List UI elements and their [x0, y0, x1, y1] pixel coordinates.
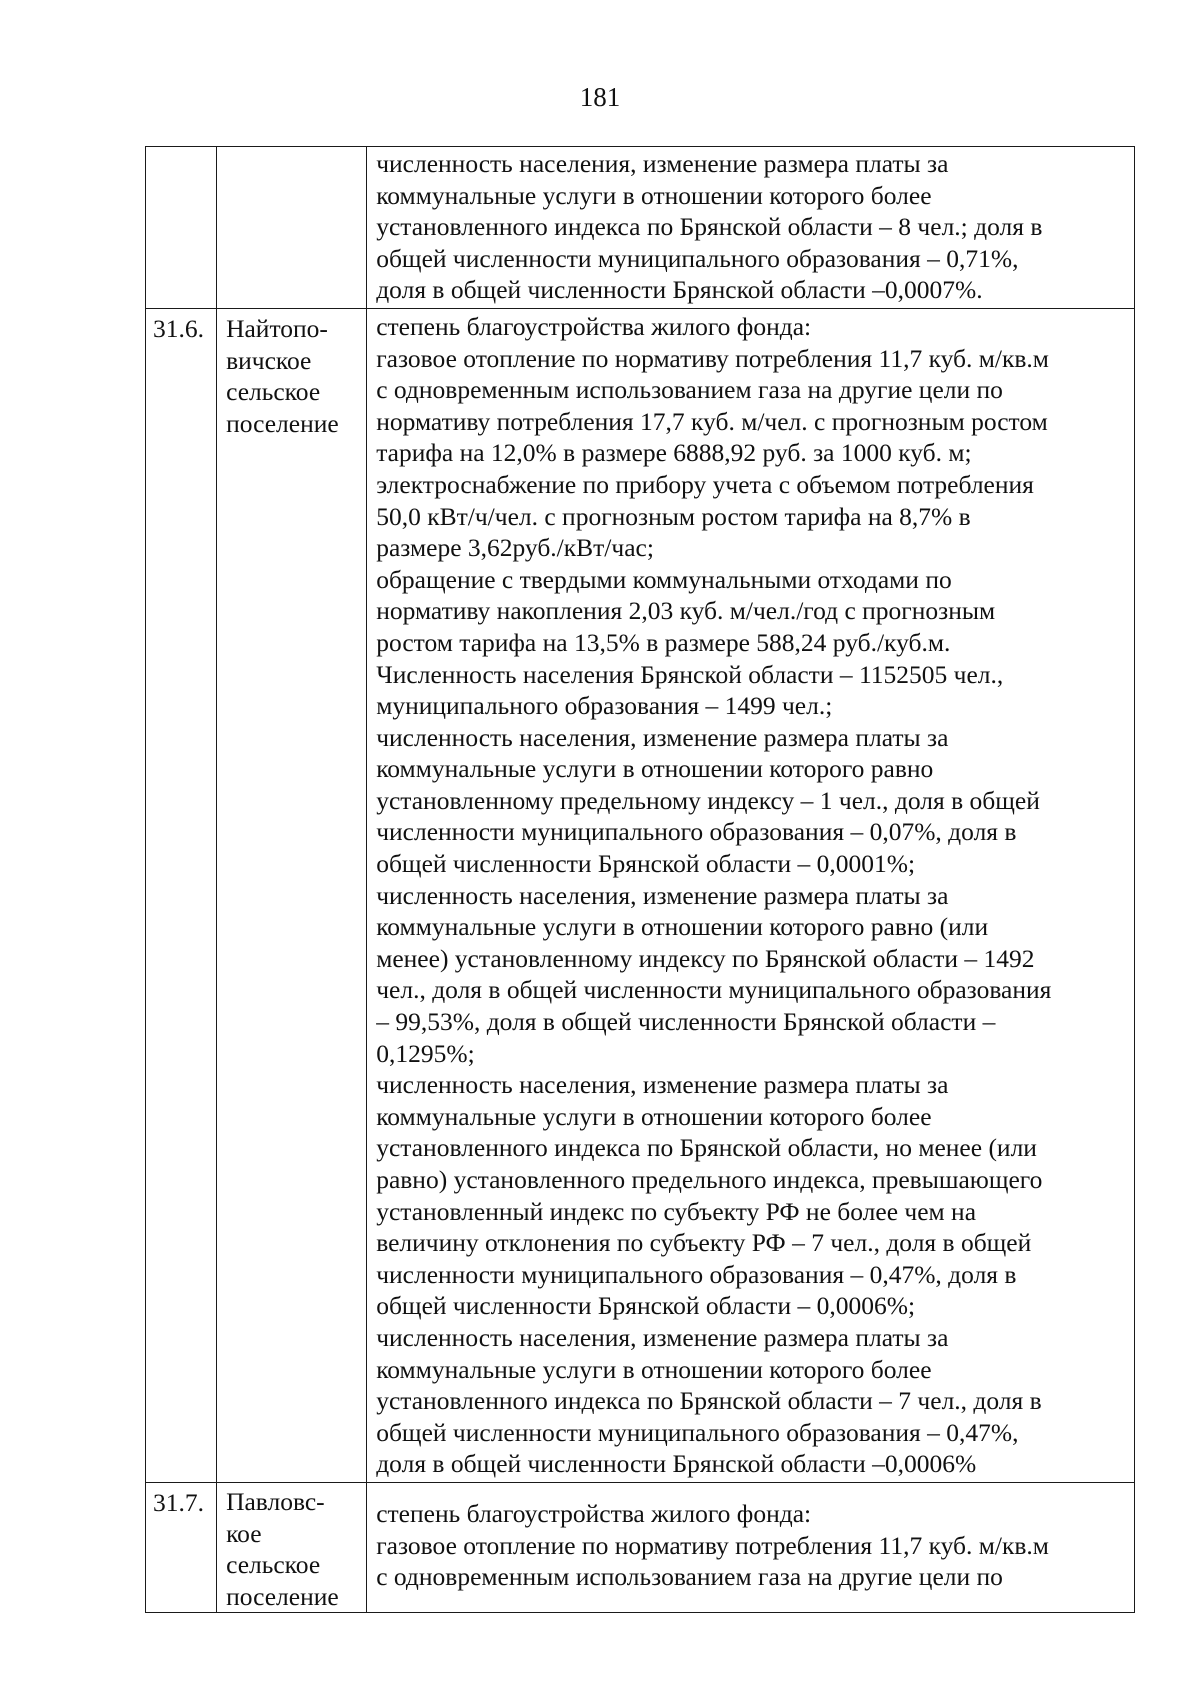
- table-row: [146, 147, 1135, 309]
- description-line: доля в общей численности Брянской области –0,0006%: [376, 1449, 977, 1479]
- description-line: с одновременным использованием газа на другие цели по: [376, 1562, 1003, 1592]
- description-line: Численность населения Брянской области – 1152505 чел.,: [376, 659, 1004, 689]
- description-line: коммунальные услуги в отношении которого равно: [376, 754, 934, 784]
- settlement-name-line: Павловс-: [226, 1486, 325, 1516]
- description-line: размере 3,62руб./кВт/час;: [376, 533, 654, 563]
- description-line: общей численности Брянской области – 0,0001%;: [376, 849, 916, 879]
- description-line: общей численности муниципального образования – 0,47%,: [376, 1417, 1019, 1447]
- settlement-name-cell: [217, 308, 367, 1482]
- row-number: 31.7.: [153, 1487, 204, 1517]
- description-line: степень благоустройства жилого фонда:: [376, 1498, 812, 1528]
- description-line: нормативу накопления 2,03 куб. м/чел./год с прогнозным: [376, 596, 996, 626]
- row-number-cell: [146, 1482, 217, 1612]
- settlement-name-line: поселение: [226, 1581, 339, 1611]
- row-number: 31.6.: [153, 313, 204, 343]
- settlement-name-line: вичское: [226, 345, 312, 375]
- description-line: коммунальные услуги в отношении которого более: [376, 1354, 932, 1384]
- description-line: численность населения, изменение размера платы за: [376, 880, 949, 910]
- settlement-name-line: Найтопо-: [226, 313, 328, 343]
- table-row: [146, 1482, 1135, 1612]
- description-line: равно) установленного предельного индекса, превышающего: [376, 1165, 1043, 1194]
- table-row: [146, 308, 1135, 1482]
- settlement-name-cell: [217, 147, 367, 309]
- description-line: численности муниципального образования – 0,07%, доля в: [376, 817, 1017, 847]
- description-line: численности муниципального образования – 0,47%, доля в: [376, 1259, 1017, 1289]
- description-cell: [367, 147, 1135, 309]
- description-line: – 99,53%, доля в общей численности Брянской области –: [376, 1007, 996, 1037]
- description-line: установленного индекса по Брянской области – 8 чел.; доля в: [376, 212, 1043, 242]
- description-cell: [367, 1482, 1135, 1612]
- settlement-name-line: сельское: [226, 377, 321, 407]
- description-line: степень благоустройства жилого фонда:: [376, 311, 812, 341]
- description-line: установленный индекс по субъекту РФ не более чем на: [376, 1196, 977, 1226]
- description-line: численность населения, изменение размера платы за: [376, 149, 949, 178]
- description-cell: [367, 308, 1135, 1482]
- description-line: коммунальные услуги в отношении которого более: [376, 180, 932, 210]
- settlement-name-line: сельское: [226, 1550, 321, 1580]
- settlement-name-line: кое: [226, 1518, 262, 1548]
- description-line: численность населения, изменение размера платы за: [376, 1070, 949, 1100]
- description-line: численность населения, изменение размера платы за: [376, 1322, 949, 1352]
- description-line: общей численности Брянской области – 0,0006%;: [376, 1291, 916, 1321]
- description-line: установленному предельному индексу – 1 чел., доля в общей: [376, 785, 1040, 815]
- settlement-name-cell: [217, 1482, 367, 1612]
- description-line: газовое отопление по нормативу потребления 11,7 куб. м/кв.м: [376, 343, 1049, 373]
- page-number: 181: [579, 82, 621, 112]
- description-line: доля в общей численности Брянской области –0,0007%.: [376, 275, 983, 305]
- description-line: ростом тарифа на 13,5% в размере 588,24 руб./куб.м.: [376, 627, 951, 657]
- description-line: газовое отопление по нормативу потребления 11,7 куб. м/кв.м: [376, 1530, 1049, 1560]
- description-line: установленного индекса по Брянской области – 7 чел., доля в: [376, 1386, 1042, 1416]
- description-line: общей численности муниципального образования – 0,71%,: [376, 243, 1019, 273]
- settlement-name-line: поселение: [226, 408, 339, 438]
- description-line: менее) установленному индексу по Брянской области – 1492: [376, 943, 1035, 973]
- description-line: электроснабжение по прибору учета с объемом потребления: [376, 469, 1034, 499]
- row-number-cell: [146, 308, 217, 1482]
- description-line: 50,0 кВт/ч/чел. с прогнозным ростом тарифа на 8,7% в: [376, 501, 971, 531]
- description-line: тарифа на 12,0% в размере 6888,92 руб. за 1000 куб. м;: [376, 438, 972, 468]
- description-line: обращение с твердыми коммунальными отходами по: [376, 564, 952, 594]
- description-line: установленного индекса по Брянской области, но менее (или: [376, 1133, 1037, 1163]
- description-line: величину отклонения по субъекту РФ – 7 чел., доля в общей: [376, 1228, 1032, 1258]
- description-line: коммунальные услуги в отношении которого более: [376, 1101, 932, 1131]
- description-line: муниципального образования – 1499 чел.;: [376, 691, 833, 721]
- description-line: численность населения, изменение размера платы за: [376, 722, 949, 752]
- description-line: 0,1295%;: [376, 1038, 475, 1068]
- table-body: [146, 147, 1135, 1613]
- description-line: коммунальные услуги в отношении которого равно (или: [376, 912, 989, 942]
- settlement-table: [145, 146, 1135, 1613]
- description-line: нормативу потребления 17,7 куб. м/чел. с прогнозным ростом: [376, 406, 1048, 436]
- row-number-cell: [146, 147, 217, 309]
- description-line: чел., доля в общей численности муниципального образования: [376, 975, 1052, 1005]
- description-line: с одновременным использованием газа на другие цели по: [376, 375, 1003, 405]
